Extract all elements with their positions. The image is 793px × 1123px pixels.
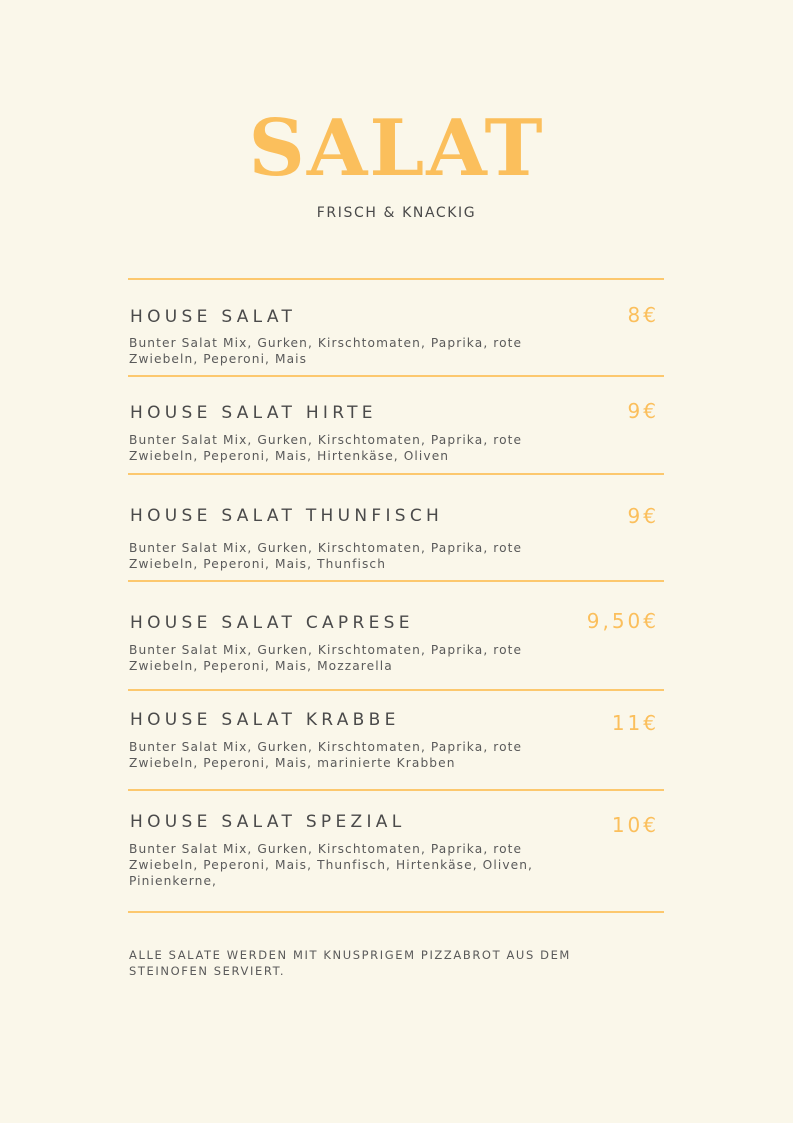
divider — [128, 789, 664, 791]
item-price-house-salat-thunfisch: 9€ — [627, 504, 659, 528]
item-name-house-salat-caprese: HOUSE SALAT CAPRESE — [130, 613, 414, 633]
item-name-house-salat-spezial: HOUSE SALAT SPEZIAL — [130, 812, 406, 832]
item-price-house-salat-krabbe: 11€ — [611, 711, 659, 735]
menu-subtitle: FRISCH & KNACKIG — [316, 205, 477, 221]
item-description-house-salat-thunfisch: Bunter Salat Mix, Gurken, Kirschtomaten, Paprika, rote Zwiebeln, Peperoni, Mais, Thunfisch — [129, 541, 523, 571]
item-description-house-salat-spezial: Bunter Salat Mix, Gurken, Kirschtomaten, Paprika, rote Zwiebeln, Peperoni, Mais, Thunfisch, Hirtenkäse, Oliven, Pinienkerne, — [129, 842, 534, 888]
divider — [128, 375, 664, 377]
item-price-house-salat: 8€ — [627, 303, 659, 327]
item-price-house-salat-spezial: 10€ — [611, 813, 659, 837]
divider — [128, 911, 664, 913]
menu-title: SALAT — [248, 103, 545, 194]
divider — [128, 278, 664, 280]
item-description-house-salat-caprese: Bunter Salat Mix, Gurken, Kirschtomaten, Paprika, rote Zwiebeln, Peperoni, Mais, Mozzarella — [129, 643, 523, 673]
divider — [128, 473, 664, 475]
item-description-house-salat: Bunter Salat Mix, Gurken, Kirschtomaten, Paprika, rote Zwiebeln, Peperoni, Mais — [129, 336, 523, 366]
item-price-house-salat-hirte: 9€ — [627, 399, 659, 423]
item-name-house-salat-thunfisch: HOUSE SALAT THUNFISCH — [130, 506, 444, 526]
item-name-house-salat-hirte: HOUSE SALAT HIRTE — [130, 403, 377, 423]
item-description-house-salat-krabbe: Bunter Salat Mix, Gurken, Kirschtomaten, Paprika, rote Zwiebeln, Peperoni, Mais, marinierte Krabben — [129, 740, 523, 770]
divider — [128, 689, 664, 691]
item-name-house-salat: HOUSE SALAT — [130, 307, 297, 327]
item-price-house-salat-caprese: 9,50€ — [586, 609, 659, 633]
footer-note: ALLE SALATE WERDEN MIT KNUSPRIGEM PIZZABROT AUS DEM STEINOFEN SERVIERT. — [129, 948, 571, 978]
divider — [128, 580, 664, 582]
item-description-house-salat-hirte: Bunter Salat Mix, Gurken, Kirschtomaten, Paprika, rote Zwiebeln, Peperoni, Mais, Hirtenkäse, Oliven — [129, 433, 523, 463]
item-name-house-salat-krabbe: HOUSE SALAT KRABBE — [130, 710, 400, 730]
